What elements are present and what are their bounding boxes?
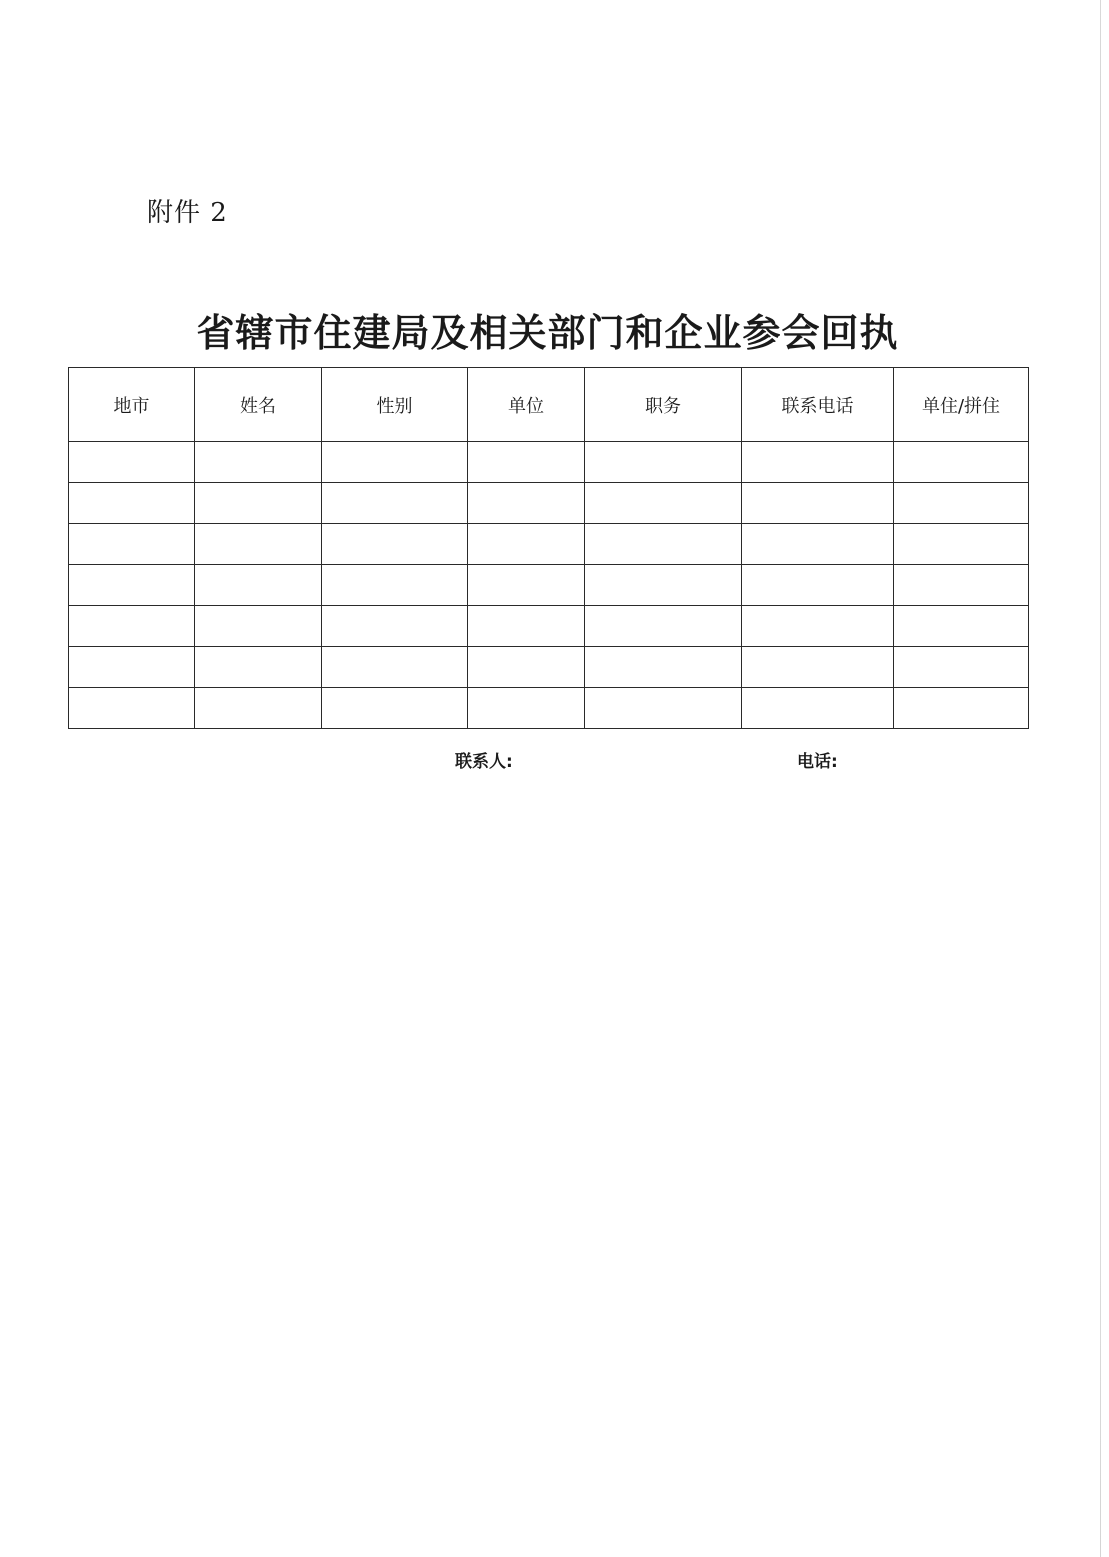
table-cell-empty	[69, 647, 195, 688]
column-header-name: 姓名	[195, 368, 322, 442]
table-cell-empty	[195, 524, 322, 565]
table-cell-empty	[585, 524, 742, 565]
table-cell-empty	[468, 442, 585, 483]
table-cell-empty	[69, 442, 195, 483]
table-cell-empty	[742, 565, 894, 606]
table-row	[69, 606, 1029, 647]
table-cell-empty	[585, 442, 742, 483]
table-cell-empty	[69, 524, 195, 565]
table-cell-empty	[585, 606, 742, 647]
table-row	[69, 688, 1029, 729]
attachment-label: 附件 2	[147, 198, 228, 228]
table-row	[69, 483, 1029, 524]
table-cell-empty	[585, 483, 742, 524]
column-header-city: 地市	[69, 368, 195, 442]
table-cell-empty	[894, 524, 1029, 565]
table-cell-empty	[894, 647, 1029, 688]
table-cell-empty	[195, 565, 322, 606]
table-cell-empty	[468, 606, 585, 647]
table-row	[69, 565, 1029, 606]
table-cell-empty	[195, 442, 322, 483]
table-cell-empty	[468, 565, 585, 606]
table-cell-empty	[195, 483, 322, 524]
table-header-row	[69, 368, 1029, 442]
table-cell-empty	[894, 606, 1029, 647]
table-cell-empty	[585, 647, 742, 688]
document-title: 省辖市住建局及相关部门和企业参会回执	[196, 310, 899, 355]
table-cell-empty	[322, 565, 468, 606]
table-body	[69, 442, 1029, 729]
column-header-room-type: 单住/拼住	[894, 368, 1029, 442]
table-cell-empty	[742, 688, 894, 729]
table-row	[69, 524, 1029, 565]
table-cell-empty	[742, 483, 894, 524]
phone-label: 电话:	[797, 752, 838, 772]
table-cell-empty	[742, 606, 894, 647]
table-row	[69, 442, 1029, 483]
table-cell-empty	[894, 565, 1029, 606]
table-cell-empty	[69, 688, 195, 729]
table-cell-empty	[322, 483, 468, 524]
table-cell-empty	[894, 483, 1029, 524]
table-cell-empty	[468, 688, 585, 729]
table-cell-empty	[742, 442, 894, 483]
scan-edge-line	[1100, 0, 1101, 1557]
table-cell-empty	[742, 524, 894, 565]
table-cell-empty	[322, 442, 468, 483]
table-cell-empty	[468, 483, 585, 524]
table-cell-empty	[468, 647, 585, 688]
contact-person-label: 联系人:	[455, 752, 513, 772]
table-cell-empty	[69, 606, 195, 647]
table-cell-empty	[195, 606, 322, 647]
table-cell-empty	[585, 565, 742, 606]
table-row	[69, 647, 1029, 688]
table-cell-empty	[195, 647, 322, 688]
table-cell-empty	[894, 688, 1029, 729]
table-cell-empty	[894, 442, 1029, 483]
table-cell-empty	[69, 483, 195, 524]
column-header-organization: 单位	[468, 368, 585, 442]
table-cell-empty	[585, 688, 742, 729]
table-cell-empty	[195, 688, 322, 729]
column-header-gender: 性别	[322, 368, 468, 442]
table-cell-empty	[69, 565, 195, 606]
table-cell-empty	[322, 647, 468, 688]
registration-form-table	[68, 367, 1029, 729]
table-cell-empty	[322, 606, 468, 647]
table-cell-empty	[742, 647, 894, 688]
table-cell-empty	[468, 524, 585, 565]
column-header-position: 职务	[585, 368, 742, 442]
table-cell-empty	[322, 688, 468, 729]
table-cell-empty	[322, 524, 468, 565]
column-header-phone: 联系电话	[742, 368, 894, 442]
